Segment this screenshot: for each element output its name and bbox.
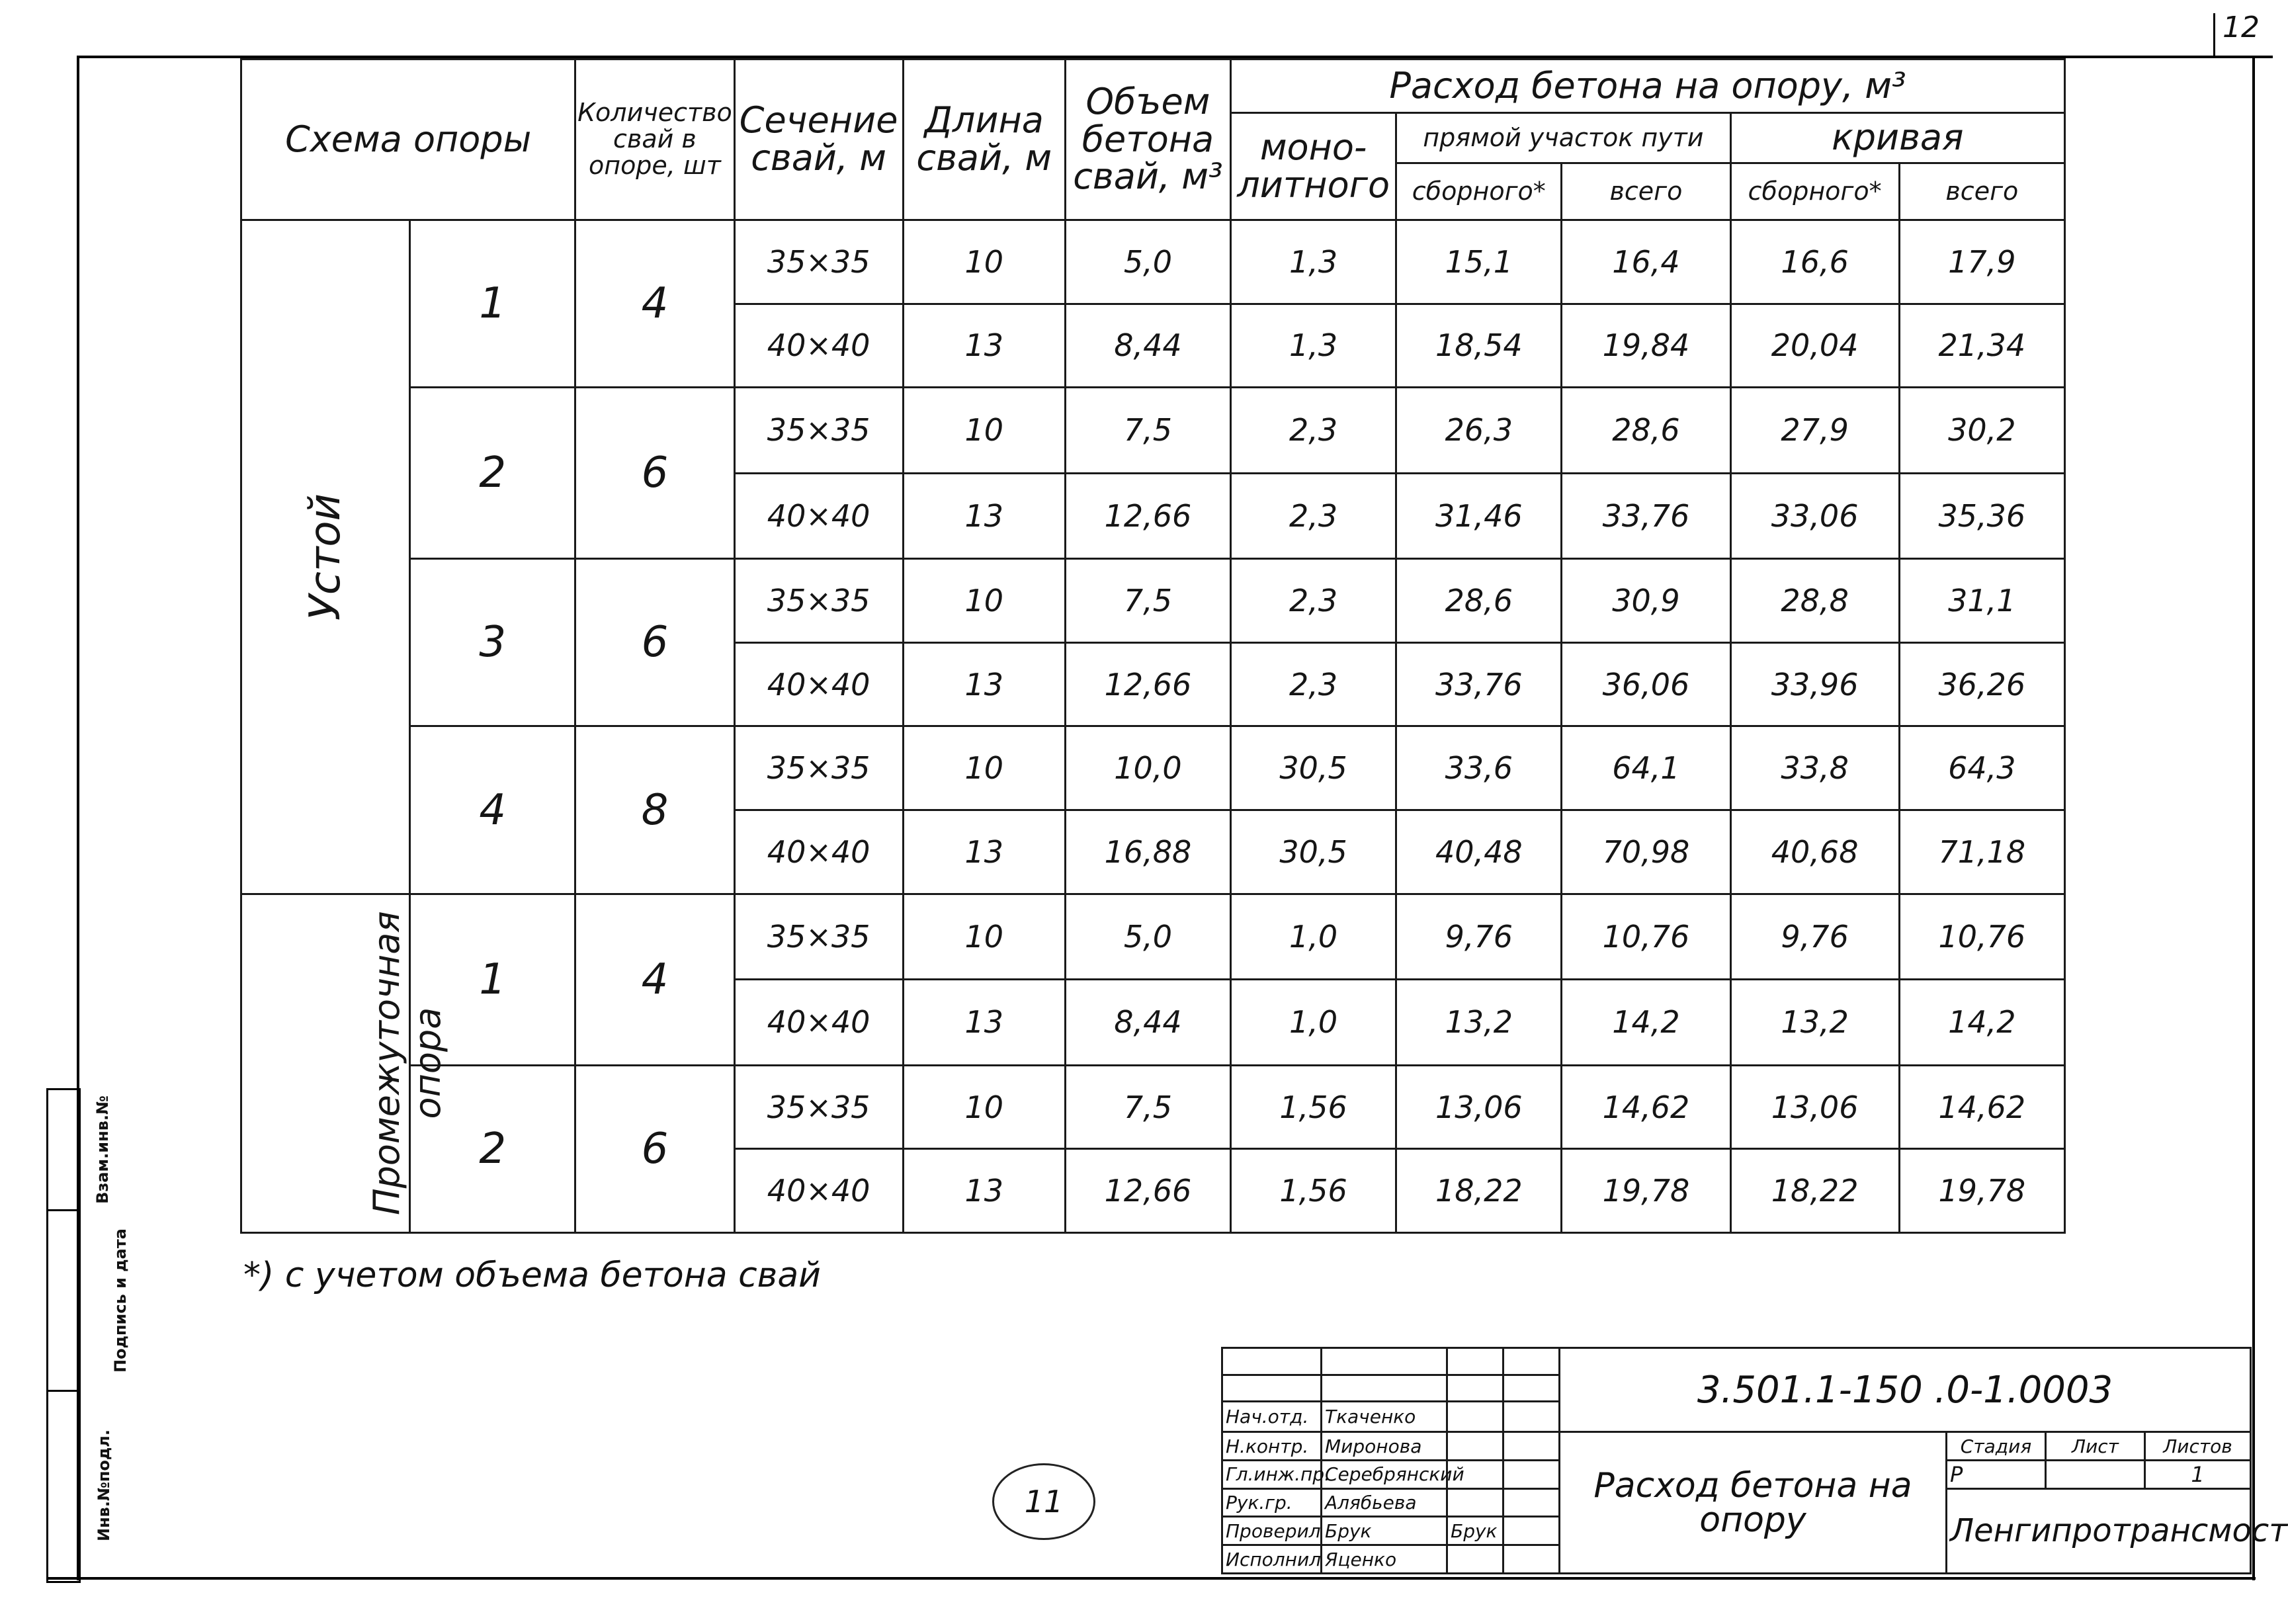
straight-prefab-value: 33,6 — [1396, 726, 1562, 810]
header-scheme: Схема опоры — [241, 60, 575, 220]
straight-prefab-value: 9,76 — [1396, 894, 1562, 980]
pile-section: 35×35 — [734, 388, 903, 474]
curve-prefab-value: 28,8 — [1730, 559, 1899, 643]
pile-section: 35×35 — [734, 1065, 903, 1149]
sheet-label: Лист — [2046, 1432, 2145, 1461]
pile-volume: 12,66 — [1065, 1149, 1230, 1233]
footnote: *) с учетом объема бетона свай — [243, 1256, 821, 1295]
header-straight-total: всего — [1562, 163, 1730, 220]
role-name: Брук — [1322, 1517, 1447, 1545]
pile-length: 10 — [903, 726, 1065, 810]
scheme-number: 3 — [410, 559, 575, 726]
curve-prefab-value: 33,06 — [1730, 473, 1899, 559]
header-curve: кривая — [1730, 113, 2064, 163]
role-name: Яценко — [1322, 1545, 1447, 1574]
straight-total-value: 14,2 — [1562, 980, 1730, 1066]
role-name: Ткаченко — [1322, 1402, 1447, 1432]
pile-length: 13 — [903, 1149, 1065, 1233]
pile-section: 35×35 — [734, 894, 903, 980]
curve-total-value: 36,26 — [1899, 642, 2064, 726]
pile-volume: 7,5 — [1065, 559, 1230, 643]
side-replace: Взам.инв.№ — [48, 1090, 79, 1211]
title-block — [1221, 1347, 2288, 1574]
pile-volume: 16,88 — [1065, 810, 1230, 894]
role-label: Проверил — [1222, 1517, 1322, 1545]
header-length: Длина свай, м — [903, 60, 1065, 220]
curve-prefab-value: 40,68 — [1730, 810, 1899, 894]
role-label: Исполнил — [1222, 1545, 1322, 1574]
page-number-tick — [2213, 13, 2215, 56]
straight-total-value: 19,84 — [1562, 304, 1730, 388]
straight-prefab-value: 18,54 — [1396, 304, 1562, 388]
curve-prefab-value: 9,76 — [1730, 894, 1899, 980]
mono-value: 30,5 — [1231, 810, 1396, 894]
straight-prefab-value: 15,1 — [1396, 220, 1562, 304]
stage-value: Р — [1947, 1460, 2046, 1488]
group-abutment: Устой — [241, 220, 410, 894]
curve-prefab-value: 13,06 — [1730, 1065, 1899, 1149]
header-straight: прямой участок пути — [1396, 113, 1730, 163]
pile-length: 10 — [903, 1065, 1065, 1149]
pile-length: 10 — [903, 220, 1065, 304]
header-volume: Объем бетона свай, м³ — [1065, 60, 1230, 220]
pile-length: 10 — [903, 388, 1065, 474]
side-inv: Инв.№подл. — [95, 1430, 113, 1541]
pile-volume: 7,5 — [1065, 388, 1230, 474]
mono-value: 1,56 — [1231, 1149, 1396, 1233]
pile-count: 4 — [575, 894, 734, 1065]
pile-volume: 5,0 — [1065, 220, 1230, 304]
pile-count: 6 — [575, 559, 734, 726]
concrete-consumption-table — [240, 58, 2066, 1234]
header-curve-prefab: сборного* — [1730, 163, 1899, 220]
curve-prefab-value: 33,96 — [1730, 642, 1899, 726]
pile-section: 40×40 — [734, 980, 903, 1066]
side-sign: Подпись и дата — [48, 1211, 79, 1392]
curve-prefab-value: 33,8 — [1730, 726, 1899, 810]
pile-length: 13 — [903, 304, 1065, 388]
curve-prefab-value: 18,22 — [1730, 1149, 1899, 1233]
pile-count: 4 — [575, 220, 734, 388]
straight-total-value: 28,6 — [1562, 388, 1730, 474]
curve-prefab-value: 20,04 — [1730, 304, 1899, 388]
role-label: Рук.гр. — [1222, 1488, 1322, 1517]
header-count: Количество свай в опоре, шт — [575, 60, 734, 220]
pile-section: 35×35 — [734, 726, 903, 810]
scheme-number: 2 — [410, 1065, 575, 1232]
curve-total-value: 71,18 — [1899, 810, 2064, 894]
straight-prefab-value: 28,6 — [1396, 559, 1562, 643]
pile-section: 35×35 — [734, 220, 903, 304]
curve-total-value: 19,78 — [1899, 1149, 2064, 1233]
role-name: Миронова — [1322, 1432, 1447, 1461]
drawing-title: Расход бетона на опору — [1560, 1432, 1947, 1574]
pile-section: 40×40 — [734, 1149, 903, 1233]
straight-prefab-value: 13,2 — [1396, 980, 1562, 1066]
pile-section: 40×40 — [734, 810, 903, 894]
pile-volume: 10,0 — [1065, 726, 1230, 810]
pile-count: 8 — [575, 726, 734, 894]
straight-prefab-value: 18,22 — [1396, 1149, 1562, 1233]
pile-volume: 5,0 — [1065, 894, 1230, 980]
curve-total-value: 35,36 — [1899, 473, 2064, 559]
organization: Ленгипротрансмост — [1947, 1488, 2251, 1573]
stage-label: Стадия — [1947, 1432, 2046, 1461]
role-label: Н.контр. — [1222, 1432, 1322, 1461]
straight-prefab-value: 26,3 — [1396, 388, 1562, 474]
mono-value: 2,3 — [1231, 642, 1396, 726]
pile-section: 40×40 — [734, 304, 903, 388]
curve-total-value: 21,34 — [1899, 304, 2064, 388]
scheme-number: 1 — [410, 894, 575, 1065]
doc-number: 3.501.1-150 .0-1.0003 — [1560, 1348, 2251, 1432]
curve-total-value: 14,2 — [1899, 980, 2064, 1066]
mono-value: 2,3 — [1231, 559, 1396, 643]
mono-value: 1,56 — [1231, 1065, 1396, 1149]
frame-right-border — [2252, 56, 2255, 1580]
straight-prefab-value: 13,06 — [1396, 1065, 1562, 1149]
scheme-number: 2 — [410, 388, 575, 559]
pile-volume: 12,66 — [1065, 473, 1230, 559]
scheme-number: 4 — [410, 726, 575, 894]
role-label: Гл.инж.пр. — [1222, 1460, 1322, 1488]
header-section: Сечение свай, м — [734, 60, 903, 220]
straight-total-value: 14,62 — [1562, 1065, 1730, 1149]
straight-total-value: 16,4 — [1562, 220, 1730, 304]
header-straight-prefab: сборного* — [1396, 163, 1562, 220]
pile-section: 40×40 — [734, 473, 903, 559]
header-consumption: Расход бетона на опору, м³ — [1231, 60, 2065, 113]
curve-prefab-value: 27,9 — [1730, 388, 1899, 474]
sheet-mark-circle: 11 — [992, 1463, 1095, 1540]
straight-total-value: 70,98 — [1562, 810, 1730, 894]
pile-length: 13 — [903, 642, 1065, 726]
pile-volume: 12,66 — [1065, 642, 1230, 726]
pile-section: 40×40 — [734, 642, 903, 726]
pile-length: 10 — [903, 559, 1065, 643]
straight-total-value: 10,76 — [1562, 894, 1730, 980]
role-name: Серебрянский — [1322, 1460, 1447, 1488]
curve-total-value: 31,1 — [1899, 559, 2064, 643]
straight-total-value: 33,76 — [1562, 473, 1730, 559]
mono-value: 30,5 — [1231, 726, 1396, 810]
sheets-label: Листов — [2145, 1432, 2251, 1461]
straight-prefab-value: 31,46 — [1396, 473, 1562, 559]
role-name: Алябьева — [1322, 1488, 1447, 1517]
straight-prefab-value: 33,76 — [1396, 642, 1562, 726]
pile-length: 13 — [903, 980, 1065, 1066]
pile-count: 6 — [575, 388, 734, 559]
curve-total-value: 30,2 — [1899, 388, 2064, 474]
pile-volume: 8,44 — [1065, 980, 1230, 1066]
page-number: 12 — [2223, 11, 2260, 44]
header-monolithic: моно-литного — [1231, 113, 1396, 220]
straight-prefab-value: 40,48 — [1396, 810, 1562, 894]
group-intermediate: Промежуточная опора — [241, 894, 410, 1232]
pile-length: 13 — [903, 473, 1065, 559]
curve-total-value: 17,9 — [1899, 220, 2064, 304]
side-stamp — [46, 1088, 130, 1583]
frame-bottom-border — [46, 1577, 2256, 1580]
role-sign-text: Брук — [1447, 1517, 1504, 1545]
scheme-number: 1 — [410, 220, 575, 388]
curve-prefab-value: 16,6 — [1730, 220, 1899, 304]
straight-total-value: 19,78 — [1562, 1149, 1730, 1233]
pile-section: 35×35 — [734, 559, 903, 643]
pile-length: 13 — [903, 810, 1065, 894]
mono-value: 1,3 — [1231, 304, 1396, 388]
mono-value: 2,3 — [1231, 473, 1396, 559]
sheets-value: 1 — [2145, 1460, 2251, 1488]
mono-value: 1,0 — [1231, 980, 1396, 1066]
straight-total-value: 64,1 — [1562, 726, 1730, 810]
pile-volume: 7,5 — [1065, 1065, 1230, 1149]
mono-value: 1,0 — [1231, 894, 1396, 980]
curve-total-value: 64,3 — [1899, 726, 2064, 810]
pile-length: 10 — [903, 894, 1065, 980]
role-label: Нач.отд. — [1222, 1402, 1322, 1432]
straight-total-value: 36,06 — [1562, 642, 1730, 726]
curve-total-value: 14,62 — [1899, 1065, 2064, 1149]
pile-volume: 8,44 — [1065, 304, 1230, 388]
mono-value: 1,3 — [1231, 220, 1396, 304]
header-curve-total: всего — [1899, 163, 2064, 220]
curve-total-value: 10,76 — [1899, 894, 2064, 980]
pile-count: 6 — [575, 1065, 734, 1232]
straight-total-value: 30,9 — [1562, 559, 1730, 643]
mono-value: 2,3 — [1231, 388, 1396, 474]
curve-prefab-value: 13,2 — [1730, 980, 1899, 1066]
